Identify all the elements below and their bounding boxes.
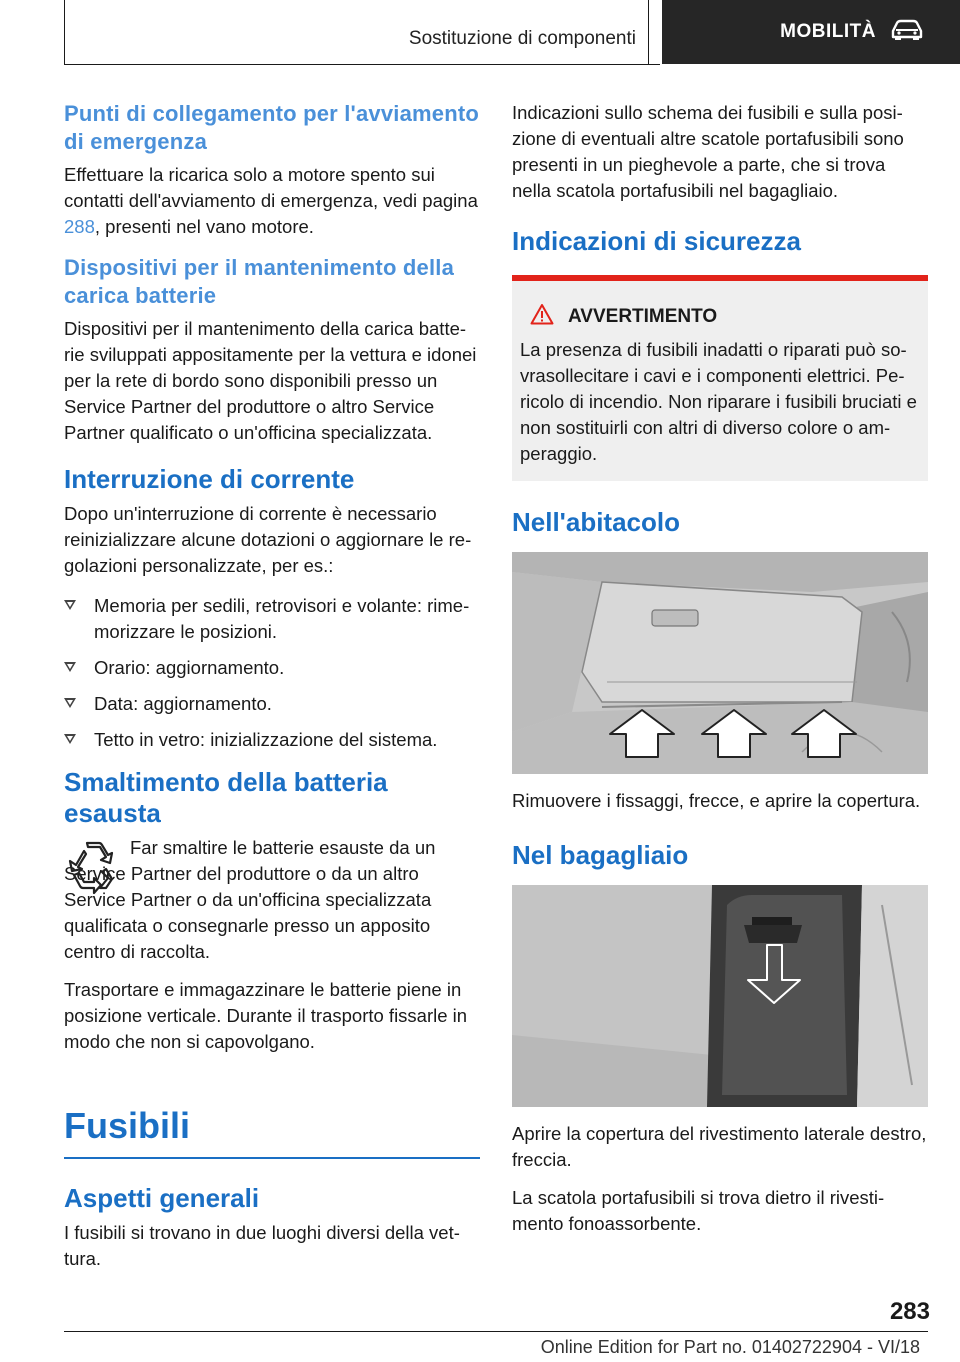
chapter-title-fuses: Fusibili [64, 1105, 190, 1146]
header-bottom-rule [64, 64, 660, 65]
header-section-title: Sostituzione di componenti [408, 28, 636, 49]
fuse-chart-intro: Indicazioni sullo schema dei fusibili e sulla posizione di eventuali altre scatole portafusibili sono presenti in un pieghevole a parte, che si trova nella scatola portafusibili nel bagagliaio. [512, 102, 904, 201]
warning-triangle-icon [530, 303, 554, 331]
page-link-288[interactable]: 288 [64, 216, 95, 237]
warning-header [520, 303, 920, 331]
car-icon [890, 18, 924, 47]
triangle-bullet-icon [64, 734, 76, 744]
trunk-text: La scatola portafusibili si trova dietro il rivestimento fonoassorbente. [512, 1187, 885, 1234]
list-item: Memoria per sedili, retrovisori e volante: rimemorizzare le posizioni. [64, 593, 480, 645]
battery-storage-text: Trasportare e immagazzinare le batterie piene in posizione verticale. Durante il trasporto fissarle in modo che non si capovolgano. [64, 979, 468, 1052]
warning-text: La presenza di fusibili inadatti o riparati può sovrasollecitare i cavi e i componenti elettrici. Pericolo di incendio. Non riparare i fusibili bruciati e non sostituirli con altri di diverso colore o amperaggio. [520, 339, 917, 464]
section-title-general: Aspetti generali [64, 1183, 260, 1213]
section-title-battery-maintainer: Dispositivi per il mantenimento della carica batterie [64, 255, 455, 308]
general-text: I fusibili si trovano in due luoghi diversi della vettura. [64, 1222, 460, 1269]
section-title-battery-disposal: Smaltimento della batteria esausta [64, 767, 388, 828]
page-number: 283 [889, 1298, 930, 1325]
triangle-bullet-icon [64, 698, 76, 708]
power-interruption-list [64, 593, 480, 753]
section-title-power-interruption: Interruzione di corrente [64, 464, 355, 494]
section-title-cabin: Nell'abitacolo [512, 507, 680, 537]
battery-disposal-text-full: Far smaltire le batterie esauste da un Service Partner del produttore o da un altro Service Partner o da un'officina specializzata qualificata o consegnarle presso un apposito centro di raccolta. [64, 837, 436, 962]
chapter-tab[interactable] [662, 0, 960, 64]
left-column [64, 100, 480, 1284]
list-item: Data: aggiornamento. [64, 691, 480, 717]
list-item: Orario: aggiornamento. [64, 655, 480, 681]
title-rule [64, 1157, 480, 1159]
chapter-label: MOBILITÀ [780, 21, 876, 42]
cabin-fuse-box-photo [512, 552, 928, 774]
trunk-caption: Aprire la copertura del rivestimento laterale destro, freccia. [512, 1123, 927, 1170]
power-interruption-text: Dopo un'interruzione di corrente è necessario reinizializzare alcune dotazioni o aggiornare le regolazioni personalizzate, per es.: [64, 503, 472, 576]
footer-rule [64, 1331, 928, 1332]
section-title-safety: Indicazioni di sicurezza [512, 226, 801, 256]
jump-start-text: Effettuare la ricarica solo a motore spento sui contatti dell'avviamento di emergenza, vedi pagina 288, presenti nel vano motore. [64, 164, 478, 237]
right-column [512, 100, 928, 1249]
battery-disposal-block [64, 835, 480, 965]
recycle-icon [66, 839, 122, 900]
footer-edition: Online Edition for Part no. 01402722904 - VI/18 [540, 1337, 920, 1357]
trunk-fuse-box-photo [512, 885, 928, 1107]
warning-box [512, 275, 928, 481]
cabin-caption: Rimuovere i fissaggi, frecce, e aprire la copertura. [512, 790, 921, 811]
header-right-rule [648, 0, 649, 64]
list-item: Tetto in vetro: inizializzazione del sistema. [64, 727, 480, 753]
section-title-trunk: Nel bagagliaio [512, 840, 689, 870]
battery-maintainer-text: Dispositivi per il mantenimento della carica batterie sviluppati appositamente per la vettura e idonei per la rete di bordo sono disponibili presso un Service Partner del produttore o altro Service Partner qualificato o un'officina specializzata. [64, 318, 477, 443]
section-title-jump-start: Punti di collegamento per l'avviamento di emergenza [64, 101, 480, 154]
triangle-bullet-icon [64, 662, 76, 672]
triangle-bullet-icon [64, 600, 76, 610]
header-left-rule [64, 0, 65, 64]
warning-title: AVVERTIMENTO [568, 306, 718, 327]
